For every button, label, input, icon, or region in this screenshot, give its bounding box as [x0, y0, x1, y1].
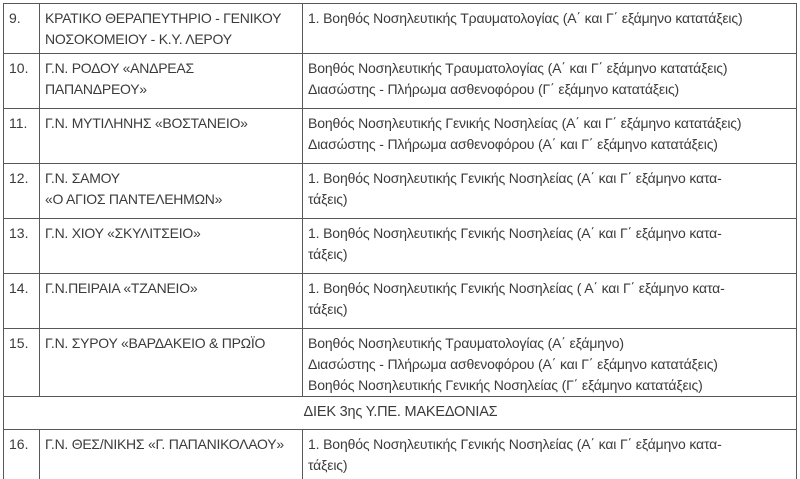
row-number: 10. — [4, 54, 40, 109]
specialties-cell — [303, 164, 797, 219]
specialty-line: Διασώστης - Πλήρωμα ασθενοφόρου (Γ΄ εξάμηνο κατατάξεις) — [308, 81, 680, 97]
row-number: 16. — [4, 430, 40, 479]
specialties-cell — [303, 54, 797, 109]
hospital-name-line: Γ.Ν. ΣΑΜΟΥ — [45, 170, 120, 186]
specialty-line: 1. Βοηθός Νοσηλευτικής Γενικής Νοσηλείας ( Α΄ και Γ΄ εξάμηνο κατα- — [308, 280, 725, 296]
specialty-line: 1. Βοηθός Νοσηλευτικής Γενικής Νοσηλείας (Α΄ και Γ΄ εξάμηνο κατα- — [308, 170, 722, 186]
hospital-name-cell — [40, 329, 303, 397]
hospital-name-cell — [40, 4, 303, 54]
hospital-name-cell — [40, 109, 303, 164]
row-number: 15. — [4, 329, 40, 397]
specialty-line: τάξεις) — [308, 301, 348, 317]
row-number: 12. — [4, 164, 40, 219]
specialties-cell — [303, 109, 797, 164]
specialty-line: τάξεις) — [308, 191, 348, 207]
table-row — [4, 54, 797, 109]
table-row — [4, 164, 797, 219]
hospital-name-line: Γ.Ν. ΡΟΔΟΥ «ΑΝΔΡΕΑΣ — [45, 60, 194, 76]
specialty-line: Διασώστης - Πλήρωμα ασθενοφόρου (Α΄ και Γ΄ εξάμηνο κατατάξεις) — [308, 356, 718, 372]
row-number: 14. — [4, 274, 40, 329]
specialty-line: Βοηθός Νοσηλευτικής Γενικής Νοσηλείας (Α΄ και Γ΄ εξάμηνο κατατάξεις) — [308, 115, 742, 131]
hospital-name-cell — [40, 274, 303, 329]
table-row — [4, 4, 797, 54]
hospital-name-cell — [40, 219, 303, 274]
hospital-name-line: Γ.Ν.ΠΕΙΡΑΙΑ «ΤΖΑΝΕΙΟ» — [45, 280, 198, 296]
table-row — [4, 430, 797, 479]
row-number: 9. — [4, 4, 40, 54]
hospital-name-line: Γ.Ν. ΜΥΤΙΛΗΝΗΣ «ΒΟΣΤΑΝΕΙΟ» — [45, 115, 248, 131]
hospital-name-line: ΚΡΑΤΙΚΟ ΘΕΡΑΠΕΥΤΗΡΙΟ - ΓΕΝΙΚΟΥ — [45, 10, 282, 26]
table-row — [4, 274, 797, 329]
section-header: ΔΙΕΚ 3ης Υ.ΠΕ. ΜΑΚΕΔΟΝΙΑΣ — [4, 397, 797, 430]
specialties-cell — [303, 219, 797, 274]
specialty-line: Βοηθός Νοσηλευτικής Γενικής Νοσηλείας (Γ΄ εξάμηνο κατατάξεις) — [308, 377, 703, 393]
table-row — [4, 109, 797, 164]
hospital-name-line: Γ.Ν. ΧΙΟΥ «ΣΚΥΛΙΤΣΕΙΟ» — [45, 225, 201, 241]
specialty-line: τάξεις) — [308, 457, 348, 473]
hospital-name-line: «Ο ΑΓΙΟΣ ΠΑΝΤΕΛΕΗΜΩΝ» — [45, 191, 223, 207]
section-header-row — [4, 397, 797, 430]
hospitals-specialties-table — [3, 3, 797, 479]
specialty-line: τάξεις) — [308, 246, 348, 262]
table-row — [4, 219, 797, 274]
specialty-line: Βοηθός Νοσηλευτικής Τραυματολογίας (Α΄ εξάμηνο) — [308, 335, 624, 351]
specialties-cell — [303, 4, 797, 54]
specialty-line: 1. Βοηθός Νοσηλευτικής Τραυματολογίας (Α΄ και Γ΄ εξάμηνο κατατάξεις) — [308, 10, 743, 26]
row-number: 11. — [4, 109, 40, 164]
hospital-name-line: Γ.Ν. ΘΕΣ/ΝΙΚΗΣ «Γ. ΠΑΠΑΝΙΚΟΛΑΟΥ» — [45, 436, 284, 452]
specialties-cell — [303, 274, 797, 329]
specialty-line: Διασώστης - Πλήρωμα ασθενοφόρου (Α΄ και Γ΄ εξάμηνο κατατάξεις) — [308, 136, 718, 152]
hospital-name-line: ΠΑΠΑΝΔΡΕΟΥ» — [45, 81, 147, 97]
table-row — [4, 329, 797, 397]
specialty-line: Βοηθός Νοσηλευτικής Τραυματολογίας (Α΄ και Γ΄ εξάμηνο κατατάξεις) — [308, 60, 728, 76]
hospital-name-line: ΝΟΣΟΚΟΜΕΙΟΥ - Κ.Υ. ΛΕΡΟΥ — [45, 31, 232, 47]
specialties-cell — [303, 430, 797, 479]
hospital-name-line: Γ.Ν. ΣΥΡΟΥ «ΒΑΡΔΑΚΕΙΟ & ΠΡΩΪΟ — [45, 335, 266, 351]
hospital-name-cell — [40, 430, 303, 479]
row-number: 13. — [4, 219, 40, 274]
specialty-line: 1. Βοηθός Νοσηλευτικής Γενικής Νοσηλείας (Α΄ και Γ΄ εξάμηνο κατα- — [308, 436, 722, 452]
hospital-name-cell — [40, 54, 303, 109]
hospital-name-cell — [40, 164, 303, 219]
specialties-cell — [303, 329, 797, 397]
specialty-line: 1. Βοηθός Νοσηλευτικής Γενικής Νοσηλείας (Α΄ και Γ΄ εξάμηνο κατα- — [308, 225, 722, 241]
